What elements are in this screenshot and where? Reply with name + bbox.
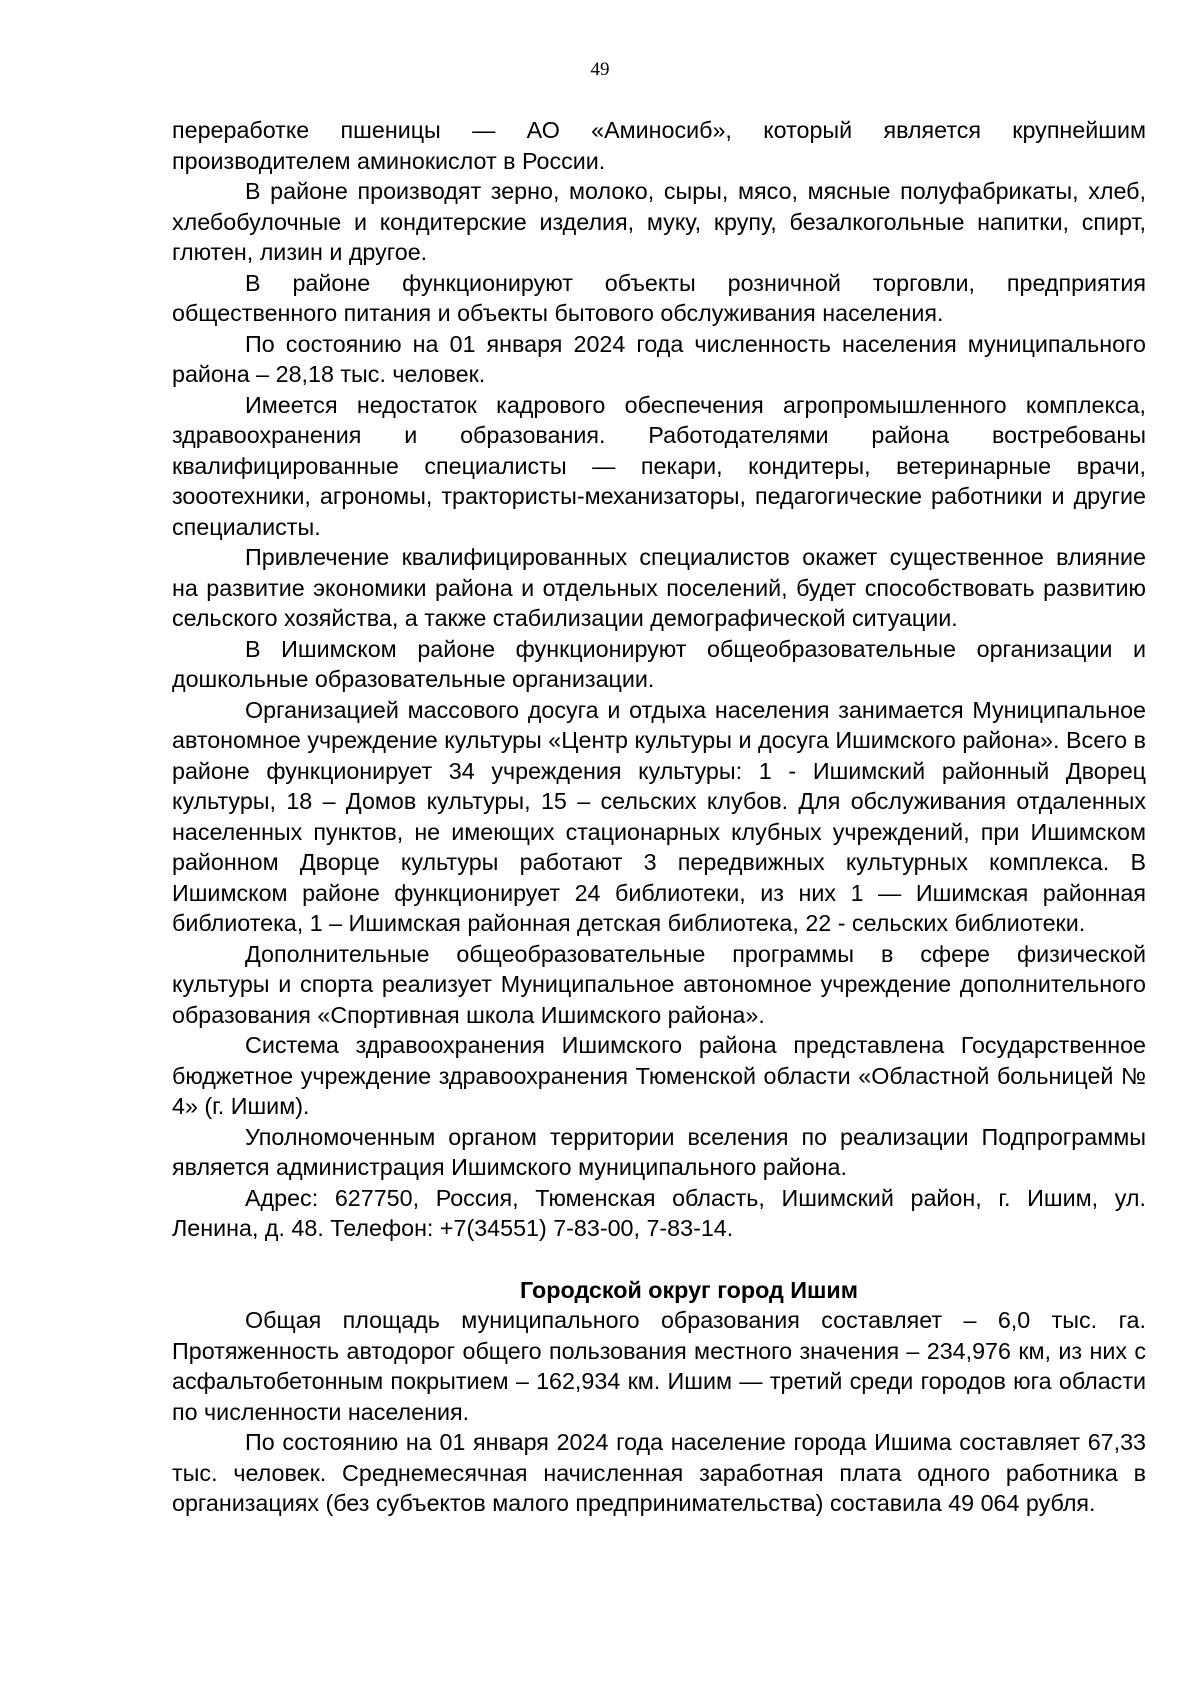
paragraph: Организацией массового досуга и отдыха населения занимается Муниципальное автономное учреждение культуры «Центр культуры и досуга Ишимского района». Всего в районе функционирует 34 учреждения культуры: 1 - Ишимский районный Дворец культуры, 18 – Домов культуры, 15 – сельских клубов. Для обслуживания отдаленных населенных пунктов, не имеющих стационарных клубных учреждений, при Ишимском районном Дворце культуры работают 3 передвижных культурных комплекса. В Ишимском районе функционирует 24 библиотеки, из них 1 — Ишимская районная библиотека, 1 – Ишимская районная детская библиотека, 22 - сельских библиотеки. — [172, 696, 1146, 936]
page-number: 49 — [590, 59, 610, 80]
section-heading: Городской округ город Ишим — [520, 1276, 858, 1303]
paragraph: Дополнительные общеобразовательные программы в сфере физической культуры и спорта реализует Муниципальное автономное учреждение дополнительного образования «Спортивная школа Ишимского района». — [172, 940, 1146, 1028]
paragraph: Система здравоохранения Ишимского района представлена Государственное бюджетное учреждение здравоохранения Тюменской области «Областной больницей № 4» (г. Ишим). — [172, 1032, 1146, 1119]
paragraph: переработке пшеницы — АО «Аминосиб», который является крупнейшим производителем аминокислот в России. — [172, 117, 1146, 174]
paragraph: Уполномоченным органом территории вселения по реализации Подпрограммы является администрация Ишимского муниципального района. — [172, 1123, 1146, 1180]
paragraph: По состоянию на 01 января 2024 года численность населения муниципального района – 28,18 тыс. человек. — [172, 330, 1146, 387]
paragraph: Привлечение квалифицированных специалистов окажет существенное влияние на развитие экономики района и отдельных поселений, будет способствовать развитию сельского хозяйства, а также стабилизации демографической ситуации. — [172, 544, 1146, 631]
text-body — [172, 115, 1146, 1519]
paragraph: Общая площадь муниципального образования составляет – 6,0 тыс. га. Протяженность автодорог общего пользования местного значения – 234,976 км, из них с асфальтобетонным покрытием – 162,934 км. Ишим — третий среди городов юга области по численности населения. — [172, 1307, 1146, 1425]
paragraph: В Ишимском районе функционируют общеобразовательные организации и дошкольные образовательные организации. — [172, 635, 1146, 692]
paragraph: Адрес: 627750, Россия, Тюменская область, Ишимский район, г. Ишим, ул. Ленина, д. 48. Телефон: +7(34551) 7-83-00, 7-83-14. — [172, 1184, 1146, 1241]
paragraph: Имеется недостаток кадрового обеспечения агропромышленного комплекса, здравоохранения и образования. Работодателями района востребованы квалифицированные специалисты — пекари, кондитеры, ветеринарные врачи, зооотехники, агрономы, трактористы-механизаторы, педагогические работники и другие специалисты. — [172, 391, 1146, 540]
paragraph: В районе функционируют объекты розничной торговли, предприятия общественного питания и объекты бытового обслуживания населения. — [172, 269, 1146, 326]
paragraph: По состоянию на 01 января 2024 года население города Ишима составляет 67,33 тыс. человек. Среднемесячная начисленная заработная плата одного работника в организациях (без субъектов малого предпринимательства) составила 49 064 рубля. — [172, 1429, 1146, 1516]
paragraph: В районе производят зерно, молоко, сыры, мясо, мясные полуфабрикаты, хлеб, хлебобулочные и кондитерские изделия, муку, крупу, безалкогольные напитки, спирт, глютен, лизин и другое. — [172, 178, 1146, 265]
